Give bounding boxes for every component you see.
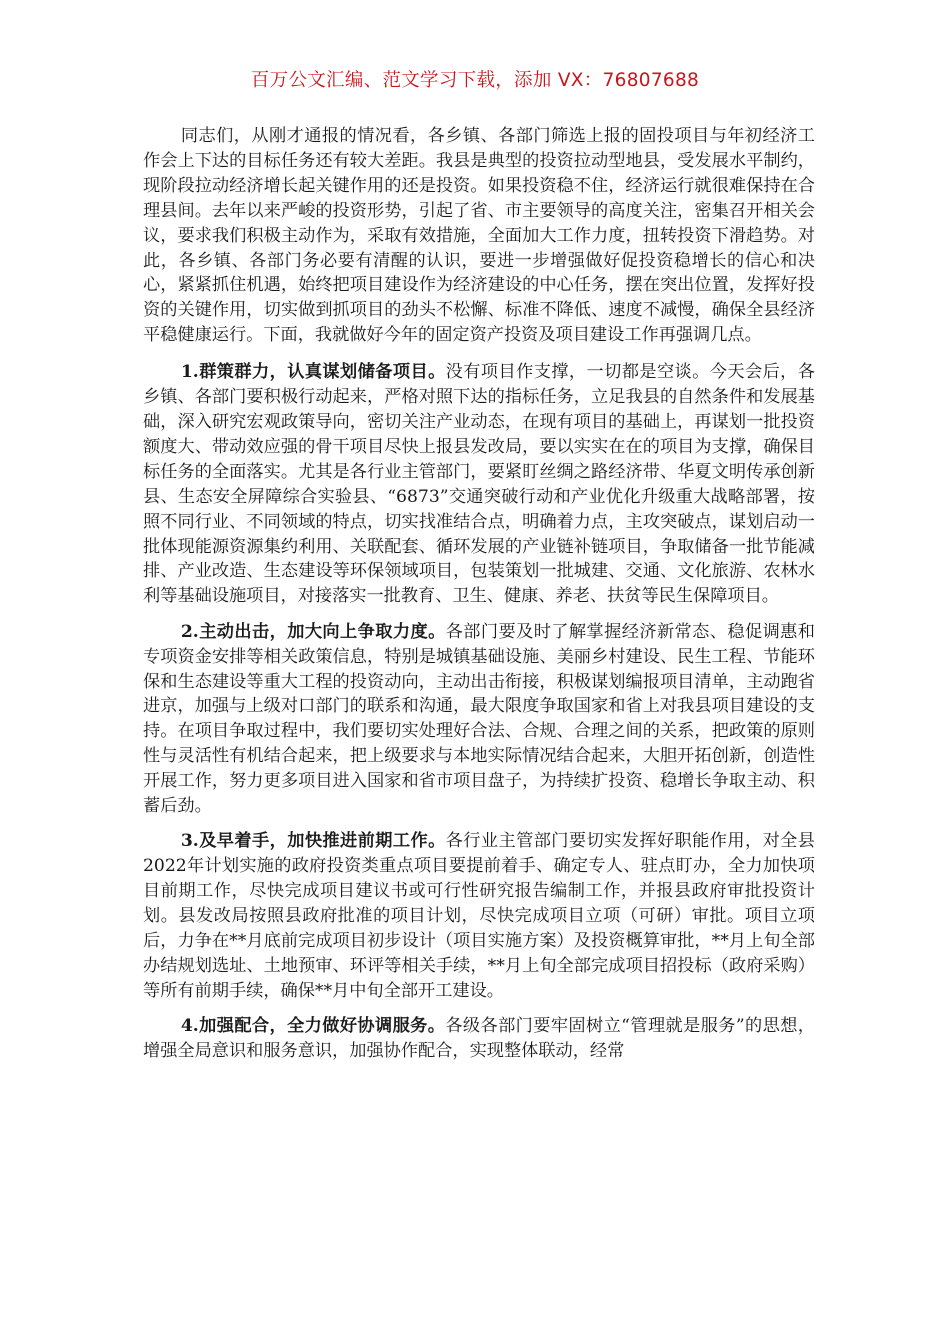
section-text-1: 没有项目作支撑，一切都是空谈。今天会后，各乡镇、各部门要积极行动起来，严格对照下达的指标任务，立足我县的自然条件和发展基础，深入研究宏观政策导向，密切关注产业动态，在现有项目的基础上，再谋划一批投资额度大、带动效应强的骨干项目尽快上报县发改局，要以实实在在的项目为支撑，确保目标任务的全面落实。尤其是各行业主管部门，要紧盯丝绸之路经济带、华夏文明传承创新县、生态安全屏障综合实验县、“6873”交通突破行动和产业优化升级重大战略部署，按照不同行业、不同领域的特点，切实找准结合点，明确着力点，主攻突破点，谋划启动一批体现能源资源集约利用、关联配套、循环发展的产业链补链项目，争取储备一批节能减排、产业改造、生态建设等环保领域项目，包装策划一批城建、交通、文化旅游、农林水利等基础设施项目，对接落实一批教育、卫生、健康、养老、扶贫等民生保障项目。	[143, 362, 815, 607]
section-text-3: 各行业主管部门要切实发挥好职能作用，对全县2022年计划实施的政府投资类重点项目要提前着手、确定专人、驻点盯办，全力加快项目前期工作，尽快完成项目建议书或可行性研究报告编制工作，并报县政府审批投资计划。县发改局按照县政府批准的项目计划，尽快完成项目立项（可研）审批。项目立项后，力争在**月底前完成项目初步设计（项目实施方案）及投资概算审批，**月上旬全部办结规划选址、土地预审、环评等相关手续，**月上旬全部完成项目招投标（政府采购）等所有前期手续，确保**月中旬全部开工建设。	[143, 831, 815, 1001]
section-text-4: 各级各部门要牢固树立“管理就是服务”的思想，增强全局意识和服务意识，加强协作配合，实现整体联动，经常	[143, 1016, 815, 1062]
section-heading-1: 1.群策群力，认真谋划储备项目。	[180, 362, 446, 383]
section-heading-4: 4.加强配合，全力做好协调服务。	[180, 1016, 446, 1037]
section-paragraph-4	[143, 1014, 815, 1064]
header-banner: 百万公文汇编、范文学习下载，添加 VX：76807688	[250, 70, 700, 91]
section-text-2: 各部门要及时了解掌握经济新常态、稳促调惠和专项资金安排等相关政策信息，特别是城镇基础设施、美丽乡村建设、民生工程、节能环保和生态建设等重大工程的投资动向，主动出击衔接，积极谋划编报项目清单，主动跑省进京，加强与上级对口部门的联系和沟通，最大限度争取国家和省上对我县项目建设的支持。在项目争取过程中，我们要切实处理好合法、合规、合理之间的关系，把政策的原则性与灵活性有机结合起来，把上级要求与本地实际情况结合起来，大胆开拓创新，创造性开展工作，努力更多项目进入国家和省市项目盘子，为持续扩投资、稳增长争取主动、积蓄后劲。	[143, 621, 815, 817]
section-paragraph-1	[143, 360, 815, 609]
section-heading-3: 3.及早着手，加快推进前期工作。	[180, 831, 446, 852]
section-paragraph-2	[143, 620, 815, 819]
section-paragraph-3	[143, 829, 815, 1003]
intro-paragraph: 同志们，从刚才通报的情况看，各乡镇、各部门筛选上报的固投项目与年初经济工作会上下达的目标任务还有较大差距。我县是典型的投资拉动型地县，受发展水平制约，现阶段拉动经济增长起关键作用的还是投资。如果投资稳不住，经济运行就很难保持在合理县间。去年以来严峻的投资形势，引起了省、市主要领导的高度关注，密集召开相关会议，要求我们积极主动作为，采取有效措施，全面加大工作力度，扭转投资下滑趋势。对此，各乡镇、各部门务必要有清醒的认识，要进一步增强做好促投资稳增长的信心和决心，紧紧抓住机遇，始终把项目建设作为经济建设的中心任务，摆在突出位置，发挥好投资的关键作用，切实做到抓项目的劲头不松懈、标准不降低、速度不减慢，确保全县经济平稳健康运行。下面，我就做好今年的固定资产投资及项目建设工作再强调几点。	[143, 126, 815, 346]
section-heading-2: 2.主动出击，加大向上争取力度。	[180, 621, 446, 642]
document-body	[143, 124, 815, 1075]
